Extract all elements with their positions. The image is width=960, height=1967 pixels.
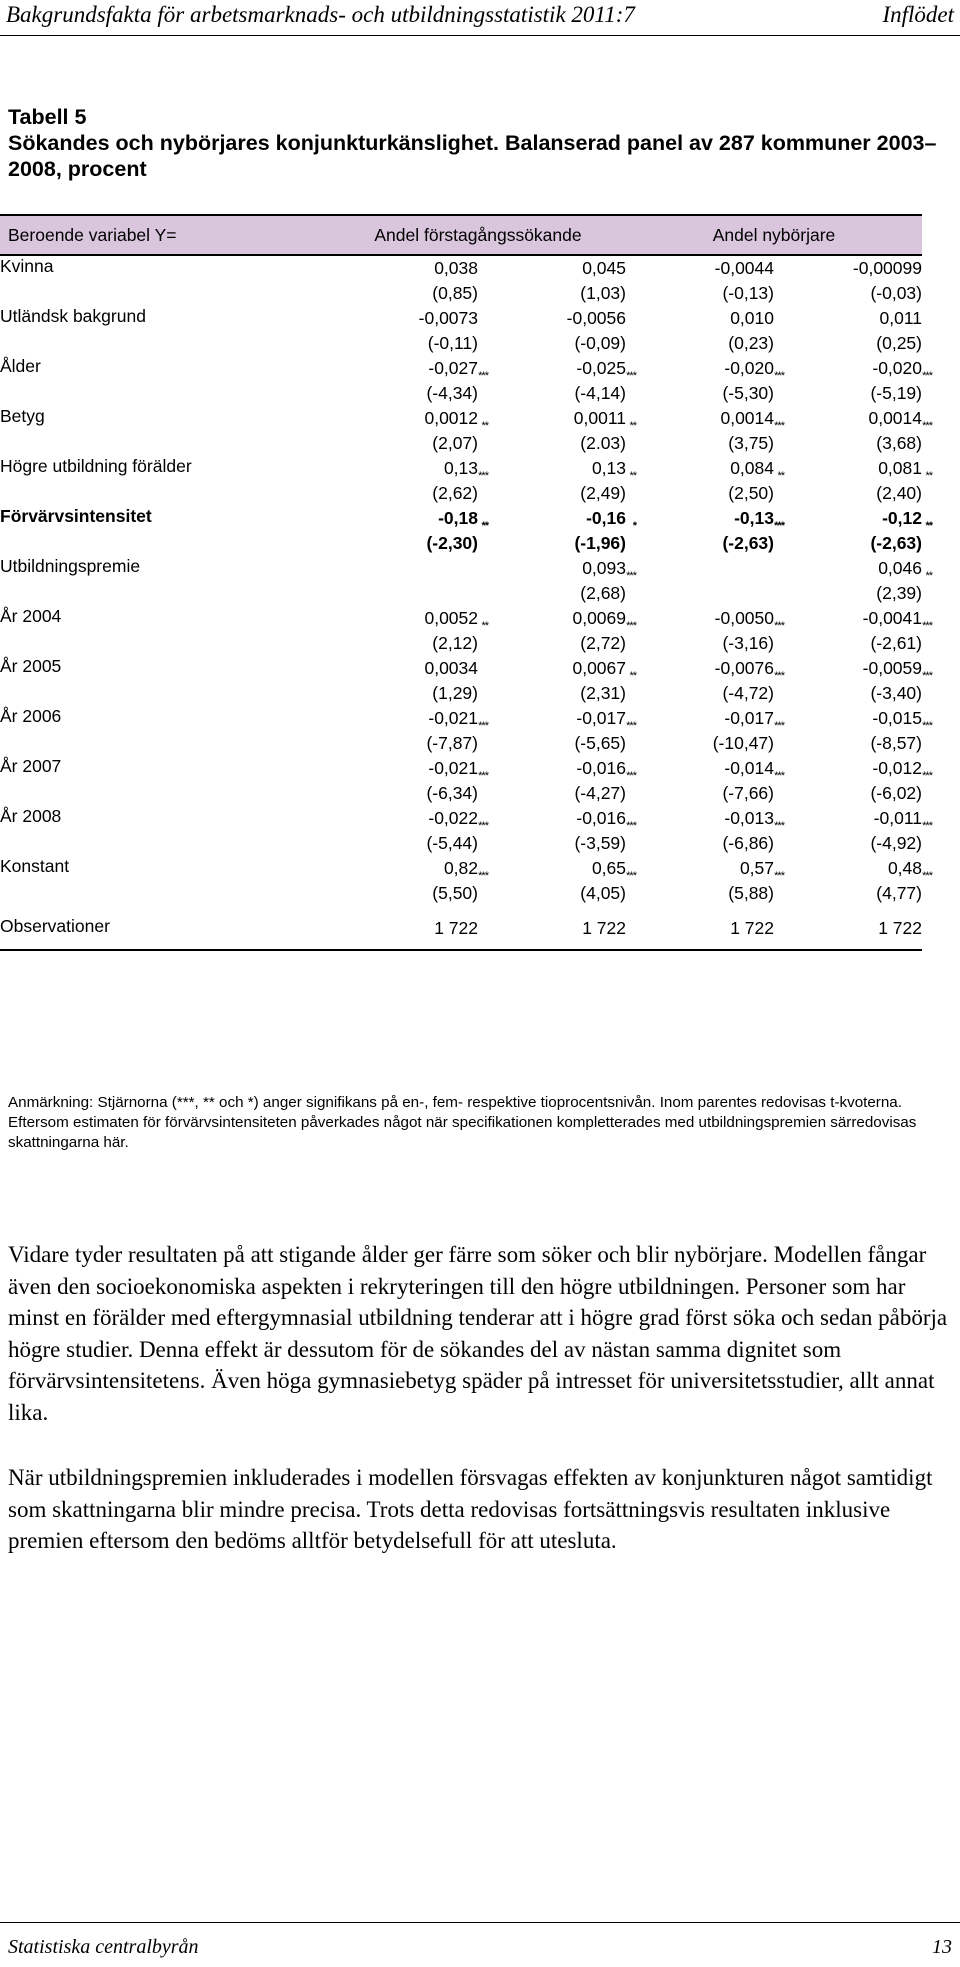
significance-stars: *** (626, 870, 636, 882)
coefficient: -0,00099 (852, 258, 922, 278)
estimate-cell (478, 556, 636, 606)
t-statistic: (3,68) (876, 433, 922, 453)
table-row (0, 356, 922, 406)
significance-stars: ** (925, 570, 932, 582)
coefficient: 0,65 (591, 858, 626, 878)
t-statistic: (2,68) (580, 583, 626, 603)
significance-stars: ** (777, 470, 784, 482)
estimate-cell (330, 856, 488, 906)
significance-stars: *** (922, 770, 932, 782)
coefficient: -0,017 (724, 708, 774, 728)
t-statistic: (1,29) (432, 683, 478, 703)
estimate-cell (478, 406, 636, 456)
regression-table (0, 214, 932, 951)
t-statistic: (-4,14) (574, 383, 626, 403)
coefficient: -0,015 (872, 708, 922, 728)
coefficient: 0,0067 (572, 658, 626, 678)
row-label: Förvärvsintensitet (0, 506, 152, 526)
estimate-cell (330, 356, 488, 406)
row-label: Högre utbildning förälder (0, 456, 192, 476)
coefficient: -0,0041 (862, 608, 922, 628)
estimate-cell (774, 756, 932, 806)
coefficient: 0,011 (879, 308, 922, 328)
coefficient: -0,0073 (418, 308, 478, 328)
t-statistic: (0,23) (728, 333, 774, 353)
t-statistic: (2,49) (580, 483, 626, 503)
estimate-cell (774, 656, 932, 706)
table-note: Anmärkning: Stjärnorna (***, ** och *) anger signifikans på en-, fem- respektive tioprocentsnivån. Inom parentes redovisas t-kvoterna. Eftersom estimaten för förvärvsintensiteten påverkades något när specifikationen kompletterades med utbildningspremien särredovisas skattningarna här. (8, 1094, 917, 1151)
t-statistic: (2,31) (580, 683, 626, 703)
row-label: År 2007 (0, 756, 62, 776)
t-statistic: (-6,34) (426, 783, 478, 803)
significance-stars: *** (478, 820, 488, 832)
coefficient: 0,0014 (868, 408, 922, 428)
table-row (0, 856, 922, 906)
coefficient: -0,016 (576, 758, 626, 778)
coefficient: -0,16 (586, 508, 626, 528)
header-first-time-applicants: Andel förstagångssökande (330, 215, 626, 255)
estimate-cell (626, 456, 784, 506)
significance-stars: * (632, 520, 636, 532)
significance-stars: *** (774, 720, 784, 732)
estimate-cell (478, 255, 626, 306)
estimate-cell (478, 656, 636, 706)
observations-label: Observationer (0, 906, 330, 950)
t-statistic: (0,25) (876, 333, 922, 353)
t-statistic: (4,05) (580, 883, 626, 903)
significance-stars: ** (629, 470, 636, 482)
row-label: År 2006 (0, 706, 62, 726)
t-statistic: (2.03) (580, 433, 626, 453)
t-statistic: (-3,59) (574, 833, 626, 853)
table-title: Sökandes och nybörjares konjunkturkänslighet. Balanserad panel av 287 kommuner 2003–2008, procent (8, 131, 937, 181)
row-label: Utländsk bakgrund (0, 306, 146, 326)
table-row (0, 706, 922, 756)
estimate-cell (478, 856, 636, 906)
t-statistic: (5,88) (728, 883, 774, 903)
coefficient: -0,012 (872, 758, 922, 778)
t-statistic: (1,03) (580, 283, 626, 303)
table-row (0, 506, 922, 556)
coefficient: -0,020 (724, 358, 774, 378)
estimate-cell (774, 456, 932, 506)
coefficient: 0,13 (443, 458, 478, 478)
estimate-cell (626, 756, 784, 806)
estimate-cell (774, 356, 932, 406)
significance-stars: *** (922, 670, 932, 682)
significance-stars: ** (925, 470, 932, 482)
row-label: Ålder (0, 356, 41, 376)
significance-stars: ** (481, 620, 488, 632)
estimate-cell (626, 356, 784, 406)
estimate-cell (774, 606, 932, 656)
coefficient: 0,48 (887, 858, 922, 878)
t-statistic: (-5,19) (870, 383, 922, 403)
header-publication-title: Bakgrundsfakta för arbetsmarknads- och utbildningsstatistik 2011:7 (6, 2, 635, 27)
significance-stars: *** (774, 670, 784, 682)
page-footer (0, 1920, 960, 1967)
significance-stars: ** (481, 420, 488, 432)
significance-stars: *** (774, 370, 784, 382)
t-statistic: (2,62) (432, 483, 478, 503)
row-label: Konstant (0, 856, 70, 876)
significance-stars: *** (774, 820, 784, 832)
row-label: Betyg (0, 406, 45, 426)
coefficient: 0,57 (739, 858, 774, 878)
t-statistic: (-3,40) (870, 683, 922, 703)
estimate-cell (330, 556, 478, 606)
significance-stars: *** (478, 370, 488, 382)
coefficient: 0,0052 (424, 608, 478, 628)
t-statistic: (0,85) (432, 283, 478, 303)
t-statistic: (3,75) (728, 433, 774, 453)
significance-stars: ** (481, 520, 488, 532)
t-statistic: (4,77) (876, 883, 922, 903)
estimate-cell (330, 306, 478, 356)
coefficient: -0,0059 (862, 658, 922, 678)
significance-stars: *** (922, 720, 932, 732)
t-statistic: (2,07) (432, 433, 478, 453)
significance-stars: *** (626, 770, 636, 782)
coefficient: 0,0034 (424, 658, 478, 678)
t-statistic: (-2,30) (426, 533, 478, 553)
significance-stars: *** (774, 520, 784, 532)
t-statistic: (-5,44) (426, 833, 478, 853)
coefficient: -0,021 (428, 758, 478, 778)
estimate-cell (774, 706, 932, 756)
significance-stars: *** (922, 370, 932, 382)
t-statistic: (-10,47) (712, 733, 774, 753)
estimate-cell (774, 856, 932, 906)
estimate-cell (330, 506, 488, 556)
page-header (0, 0, 960, 40)
significance-stars: *** (774, 770, 784, 782)
significance-stars: *** (626, 620, 636, 632)
coefficient: 0,081 (878, 458, 922, 478)
estimate-cell (330, 706, 488, 756)
table-row (0, 656, 922, 706)
estimate-cell (478, 506, 636, 556)
observations-value: 1 722 (330, 906, 478, 950)
coefficient: -0,0044 (714, 258, 774, 278)
coefficient: -0,12 (882, 508, 922, 528)
coefficient: 0,045 (582, 258, 626, 278)
coefficient: -0,0050 (714, 608, 774, 628)
t-statistic: (-0,03) (870, 283, 922, 303)
significance-stars: *** (922, 420, 932, 432)
coefficient: -0,013 (724, 808, 774, 828)
t-statistic: (-4,72) (722, 683, 774, 703)
table-row (0, 756, 922, 806)
estimate-cell (626, 406, 784, 456)
t-statistic: (-5,65) (574, 733, 626, 753)
coefficient: -0,022 (428, 808, 478, 828)
estimate-cell (774, 806, 932, 856)
coefficient: -0,025 (576, 358, 626, 378)
row-label: År 2008 (0, 806, 62, 826)
significance-stars: *** (478, 770, 488, 782)
table-caption (8, 104, 948, 182)
estimate-cell (774, 506, 932, 556)
estimate-cell (626, 656, 784, 706)
table-row (0, 606, 922, 656)
significance-stars: ** (629, 420, 636, 432)
significance-stars: *** (774, 870, 784, 882)
estimate-cell (478, 456, 636, 506)
header-new-entrants: Andel nybörjare (626, 215, 922, 255)
coefficient: -0,18 (438, 508, 478, 528)
estimate-cell (478, 306, 626, 356)
coefficient: 0,0011 (573, 408, 626, 428)
row-label: År 2004 (0, 606, 62, 626)
observations-value: 1 722 (478, 906, 626, 950)
estimate-cell (626, 606, 784, 656)
estimate-cell (626, 506, 784, 556)
coefficient: 0,13 (591, 458, 626, 478)
coefficient: -0,0076 (714, 658, 774, 678)
coefficient: -0,027 (428, 358, 478, 378)
significance-stars: *** (922, 620, 932, 632)
coefficient: -0,011 (873, 808, 922, 828)
t-statistic: (2,39) (876, 583, 922, 603)
header-rule (0, 35, 960, 36)
significance-stars: *** (626, 820, 636, 832)
t-statistic: (-0,11) (427, 333, 478, 353)
t-statistic: (5,50) (432, 883, 478, 903)
footer-rule (0, 1922, 960, 1923)
estimate-cell (774, 556, 932, 606)
t-statistic: (-3,16) (722, 633, 774, 653)
estimate-cell (330, 406, 488, 456)
significance-stars: *** (626, 720, 636, 732)
page-number: 13 (932, 1936, 952, 1958)
estimate-cell (626, 806, 784, 856)
significance-stars: *** (478, 870, 488, 882)
estimate-cell (626, 306, 774, 356)
header-dependent-variable: Beroende variabel Y= (0, 215, 330, 255)
significance-stars: *** (478, 720, 488, 732)
significance-stars: *** (478, 470, 488, 482)
observations-value: 1 722 (626, 906, 774, 950)
coefficient: 0,0012 (424, 408, 478, 428)
significance-stars: *** (922, 820, 932, 832)
t-statistic: (-4,92) (870, 833, 922, 853)
t-statistic: (-4,34) (426, 383, 478, 403)
t-statistic: (2,50) (728, 483, 774, 503)
estimate-cell (626, 856, 784, 906)
coefficient: -0,021 (428, 708, 478, 728)
significance-stars: ** (629, 670, 636, 682)
significance-stars: *** (626, 570, 636, 582)
estimate-cell (478, 606, 636, 656)
table-number: Tabell 5 (8, 105, 87, 129)
significance-stars: *** (774, 620, 784, 632)
row-label: Utbildningspremie (0, 556, 141, 576)
t-statistic: (-6,02) (870, 783, 922, 803)
significance-stars: *** (626, 370, 636, 382)
estimate-cell (626, 556, 774, 606)
estimate-cell (330, 656, 478, 706)
estimate-cell (330, 255, 478, 306)
estimate-cell (626, 706, 784, 756)
t-statistic: (-2,63) (870, 533, 922, 553)
paragraph-1: Vidare tyder resultaten på att stigande ålder ger färre som söker och blir nybörjare. Modellen fångar även den socioekonomiska aspekten i rekryteringen till den högre utbildningen. Personer som har minst en förälder med eftergymnasial utbildning tenderar att i högre grad först söka och sedan påbörja högre studier. Denna effekt är dessutom för de sökandes del av nästan samma dignitet som förvärvsintensitetens. Även höga gymnasiebetyg späder på intresset för universitetsstudier, allt annat lika. (8, 1242, 948, 1425)
estimate-cell (774, 255, 922, 306)
coefficient: 0,0014 (720, 408, 774, 428)
table-row (0, 806, 922, 856)
significance-stars: *** (922, 870, 932, 882)
coefficient: -0,016 (576, 808, 626, 828)
coefficient: -0,020 (872, 358, 922, 378)
estimate-cell (774, 306, 922, 356)
estimate-cell (330, 456, 488, 506)
t-statistic: (2,12) (432, 633, 478, 653)
table-row (0, 406, 922, 456)
observations-value: 1 722 (774, 906, 922, 950)
row-label: År 2005 (0, 656, 62, 676)
coefficient: -0,017 (576, 708, 626, 728)
t-statistic: (-0,09) (574, 333, 626, 353)
t-statistic: (2,40) (876, 483, 922, 503)
table-row (0, 456, 922, 506)
t-statistic: (2,72) (580, 633, 626, 653)
observations-row (0, 906, 922, 950)
estimate-cell (330, 606, 488, 656)
estimate-cell (626, 255, 774, 306)
estimate-cell (774, 406, 932, 456)
t-statistic: (-7,87) (426, 733, 478, 753)
coefficient: 0,093 (582, 558, 626, 578)
t-statistic: (-5,30) (722, 383, 774, 403)
header-section-title: Inflödet (882, 2, 954, 27)
estimate-cell (478, 756, 636, 806)
t-statistic: (-2,61) (870, 633, 922, 653)
t-statistic: (-8,57) (870, 733, 922, 753)
footer-publisher: Statistiska centralbyrån (8, 1936, 199, 1958)
t-statistic: (-1,96) (574, 533, 626, 553)
table-row (0, 306, 922, 356)
table-header-row (0, 215, 922, 255)
t-statistic: (-6,86) (722, 833, 774, 853)
coefficient: -0,0056 (566, 308, 626, 328)
t-statistic: (-7,66) (722, 783, 774, 803)
t-statistic: (-0,13) (722, 283, 774, 303)
coefficient: 0,0069 (572, 608, 626, 628)
table-row (0, 255, 922, 306)
paragraph-2: När utbildningspremien inkluderades i modellen försvagas effekten av konjunkturen något samtidigt som skattningarna blir mindre precisa. Trots detta redovisas fortsättningsvis resultaten inklusive premien eftersom den bedöms alltför betydelsefull för att utesluta. (8, 1465, 933, 1553)
estimate-cell (478, 356, 636, 406)
table-row (0, 556, 922, 606)
t-statistic: (-2,63) (722, 533, 774, 553)
estimate-cell (478, 706, 636, 756)
coefficient: 0,82 (443, 858, 478, 878)
coefficient: 0,084 (730, 458, 774, 478)
coefficient: -0,014 (724, 758, 774, 778)
estimate-cell (330, 806, 488, 856)
significance-stars: *** (774, 420, 784, 432)
row-label: Kvinna (0, 256, 54, 276)
coefficient: 0,046 (878, 558, 922, 578)
table-body (0, 255, 932, 950)
t-statistic: (-4,27) (574, 783, 626, 803)
significance-stars: ** (925, 520, 932, 532)
coefficient: -0,13 (734, 508, 774, 528)
coefficient: 0,010 (730, 308, 774, 328)
estimate-cell (478, 806, 636, 856)
coefficient: 0,038 (434, 258, 478, 278)
estimate-cell (330, 756, 488, 806)
